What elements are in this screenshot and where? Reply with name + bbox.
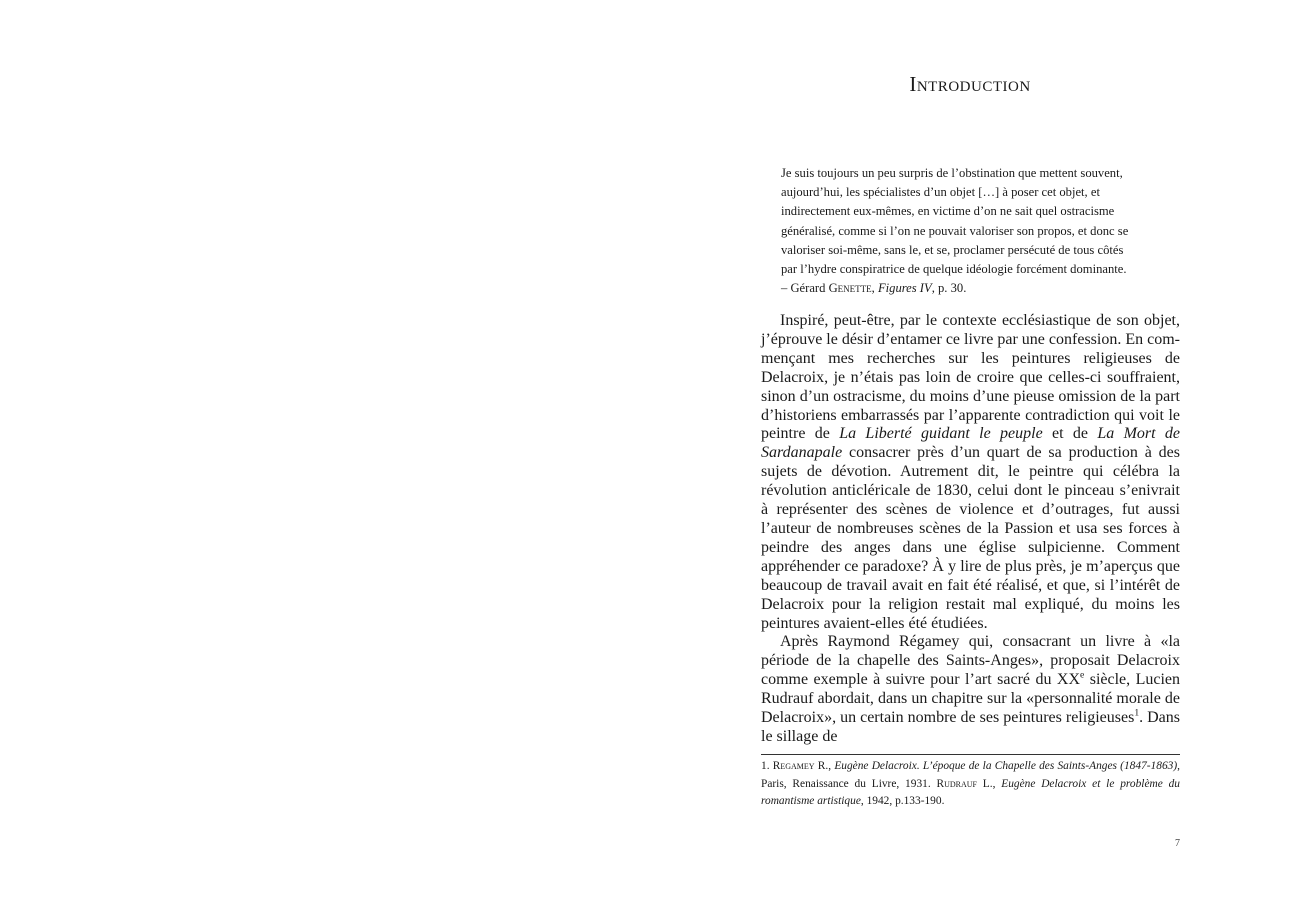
epigraph-line: aujourd’hui, les spécialistes d’un objet […] à poser cet objet, et (781, 185, 1100, 200)
epigraph-line: valoriser soi-même, sans le, et se, proclamer persécuté de tous côtés (781, 242, 1124, 257)
epigraph (781, 164, 1141, 298)
footnote-1 (761, 758, 1180, 811)
epigraph-line: généralisé, comme si l’on ne pouvait valoriser son propos, et donc se (781, 223, 1129, 238)
attribution-page: , p. 30. (931, 281, 967, 296)
work-title-sardanapale: La Mort de Sardanapale (761, 425, 1180, 462)
paragraph-1-text-a: Inspiré, peut-être, par le contexte ecclésiastique de son objet, j’éprouve le désir d’entamer ce livre par une confession. En commençant mes recherches sur les peintures religieuses de Delacroix, je n’étais pas loin de croire que celles-ci souffraient, sinon d’un ostracisme, du moins d’une pieuse omission de la part d’historiens embarrassés par l’apparente contradiction qui voit le peintre de (761, 312, 1180, 443)
paragraph-1-text-b: et de (1042, 425, 1098, 443)
century-superscript: e (1080, 669, 1085, 681)
body-text (761, 312, 1180, 747)
footnote-author-2-initial: L., (976, 777, 1002, 790)
page-number: 7 (1175, 838, 1180, 849)
paragraph-1 (761, 312, 1180, 633)
paragraph-2 (761, 633, 1180, 746)
attribution-sep: , (871, 281, 878, 296)
epigraph-line: Je suis toujours un peu surpris de l’obstination que mettent souvent, (781, 166, 1123, 180)
footnote-author-1-initial: R., (814, 760, 835, 772)
footnote-author-1: Regamey (772, 760, 815, 772)
footnote-end: , 1942, p.133-190. (860, 795, 945, 807)
footnote-rule (761, 754, 1180, 755)
footnote-publisher: , Paris, Renaissance du Livre, 1931. (761, 760, 1180, 790)
page-title: Introduction (909, 72, 1031, 96)
footnote-number: 1. (761, 760, 773, 772)
footnote-author-2: Rudrauf (936, 777, 977, 790)
epigraph-line: indirectement eux-mêmes, en victime d’on ne sait quel ostracisme (781, 204, 1115, 219)
footnote-work-2: Eugène Delacroix et le problème du romantisme artistique (761, 777, 1180, 807)
paragraph-2-text-c: . Dans le sillage de (761, 709, 1181, 745)
paragraph-1-text-c: consacrer près d’un quart de sa production à des sujets de dévotion. Autrement dit, le peintre qui célébra la révolution anticléricale de 1830, celui dont le pinceau s’enivrait à représenter des scènes de violence et d’outrages, fut aussi l’auteur de nombreuses scènes de la Passion et usa ses forces à peindre des anges dans une église sulpicienne. Comment appréhender ce paradoxe? À y lire de plus près, je m’aperçus que beaucoup de travail avait en fait été réalisé, et que, si l’intérêt de Delacroix pour la religion restait mal expliqué, du moins les peintures avaient-elles été étudiées. (761, 444, 1180, 632)
attribution-prefix: – Gérard (781, 281, 829, 296)
epigraph-line: par l’hydre conspiratrice de quelque idéologie forcément dominante. (781, 262, 1127, 277)
attribution-work: Figures IV (877, 281, 932, 296)
footnote-ref[interactable]: 1 (1134, 707, 1140, 719)
paragraph-2-text-a: Après Raymond Régamey qui, consacrant un livre à «la période de la chapelle des Saints-Anges», proposait Delacroix comme exemple à suivre pour l’art sacré du XX (761, 633, 1180, 689)
attribution-author: Genette (828, 281, 872, 296)
epigraph-attribution (781, 279, 1141, 298)
footnote-work-1: Eugène Delacroix. L’époque de la Chapelle des Saints-Anges (1847-1863) (834, 760, 1178, 772)
paragraph-2-text-b: siècle, Lucien Rudrauf abordait, dans un chapitre sur la «personnalité morale de Delacroix», un certain nombre de ses peintures religieuses (761, 671, 1180, 727)
work-title-liberte: La Liberté guidant le peuple (839, 425, 1043, 443)
